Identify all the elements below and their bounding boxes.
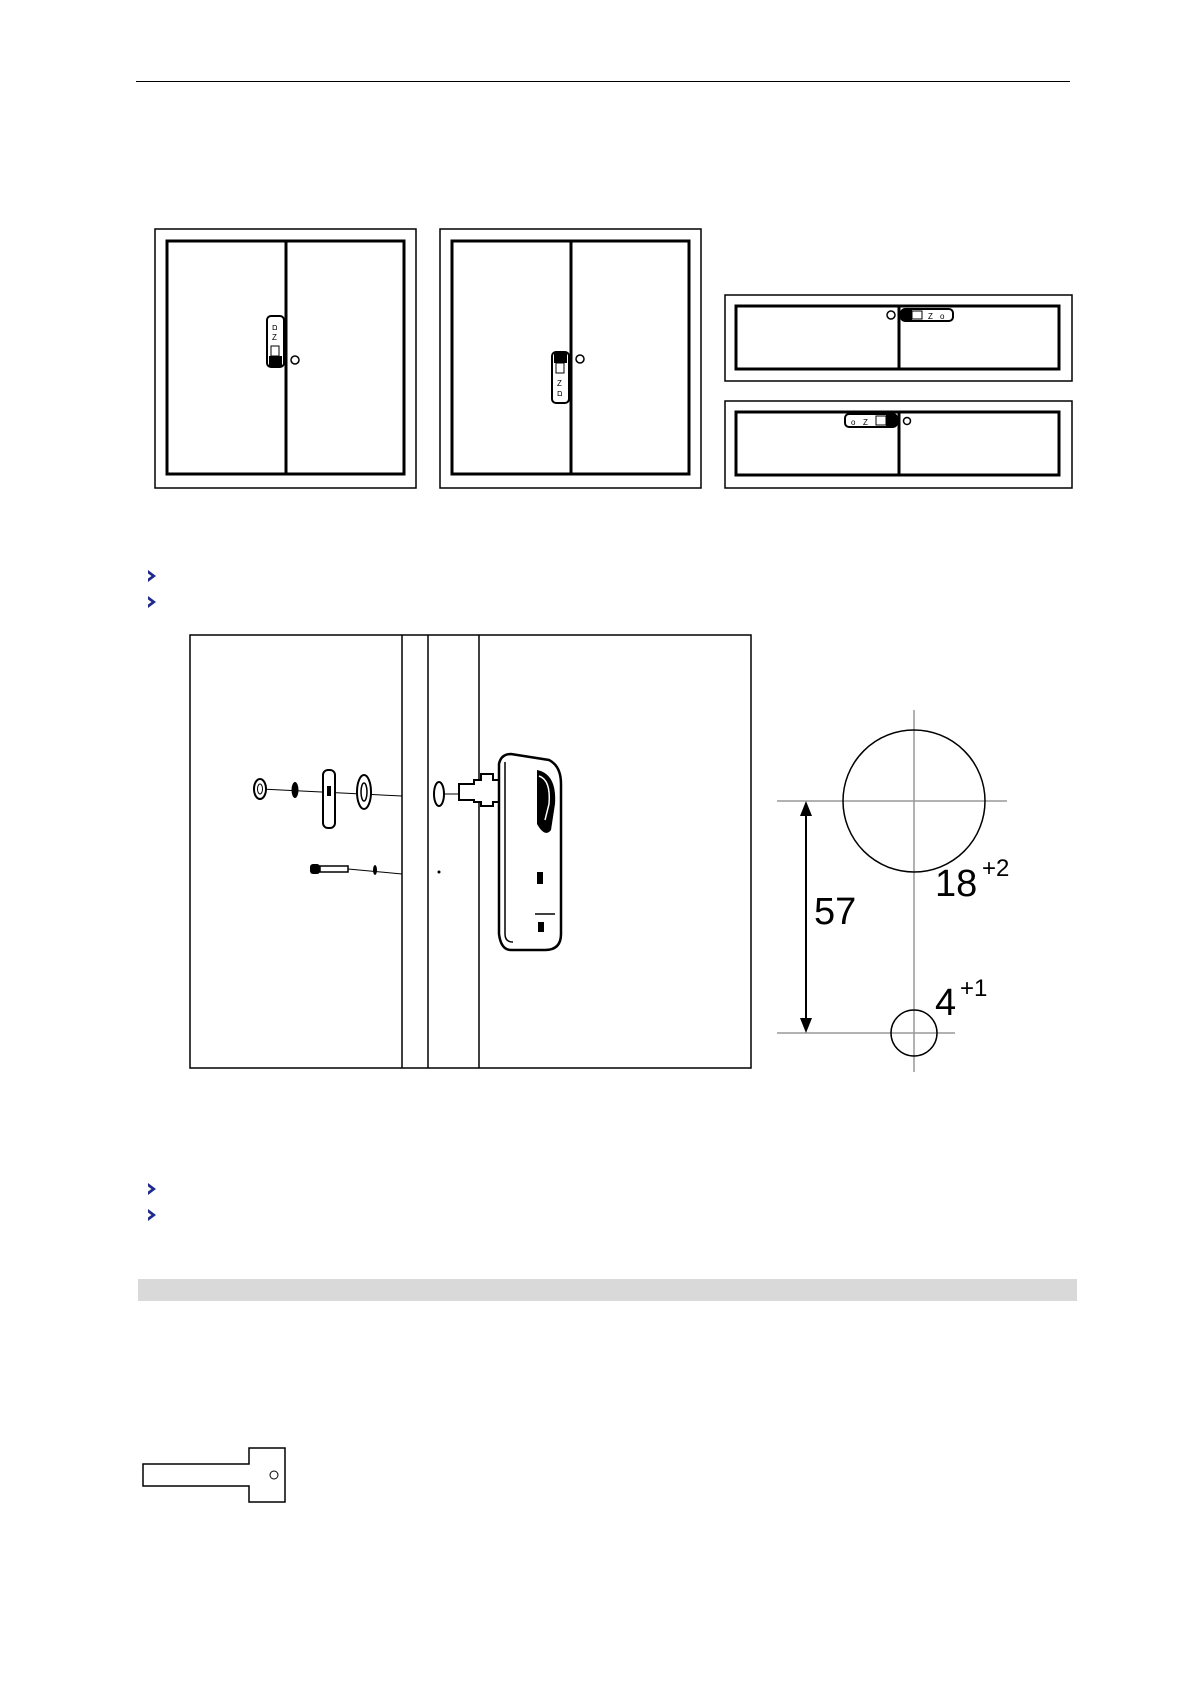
svg-text:o: o (851, 418, 856, 427)
spacing-dimension-label: 57 (814, 891, 857, 933)
bullet-chevron-icon (145, 1181, 161, 1197)
svg-text:Z: Z (863, 418, 868, 427)
screw-icon (310, 864, 402, 875)
header-rule (136, 81, 1070, 82)
washer-icon (254, 779, 266, 799)
knob-icon (576, 355, 584, 363)
svg-text:ם: ם (557, 389, 563, 398)
bullet-chevron-icon (145, 568, 161, 584)
small-hole-diameter-label: 4 (935, 982, 957, 1024)
large-hole-tolerance-label: +2 (982, 855, 1010, 882)
ring-icon (357, 775, 371, 809)
knob-icon (291, 356, 299, 364)
svg-text:Z: Z (557, 379, 562, 388)
knob-icon (887, 311, 895, 319)
cabinet-illustration-1 (154, 228, 418, 490)
small-hole-tolerance-label: +1 (960, 975, 988, 1002)
cabinet-illustration-2 (439, 228, 703, 490)
lock-assembly-drawing (189, 634, 752, 1070)
svg-text:Z: Z (928, 312, 933, 321)
cabinet-lock-icon (901, 309, 953, 321)
cabinet-lock-icon (552, 352, 569, 403)
nut-icon (292, 782, 299, 798)
cabinet-illustration-4 (724, 400, 1074, 490)
bullet-chevron-icon (145, 1207, 161, 1223)
svg-text:o: o (940, 312, 945, 321)
key-icon (142, 1446, 288, 1504)
section-heading-band (138, 1279, 1077, 1301)
lock-body-icon (459, 754, 561, 950)
cabinet-lock-icon (845, 414, 897, 427)
large-hole-diameter-label: 18 (935, 863, 978, 905)
cam-plate-icon (323, 770, 335, 828)
knob-icon (904, 418, 911, 425)
cabinet-illustration-3 (724, 294, 1074, 384)
bullet-chevron-icon (145, 594, 161, 610)
drilling-dimension-drawing (777, 710, 1017, 1076)
svg-text:Z: Z (272, 333, 277, 342)
cabinet-lock-icon (267, 316, 284, 367)
svg-text:ם: ם (272, 323, 278, 332)
